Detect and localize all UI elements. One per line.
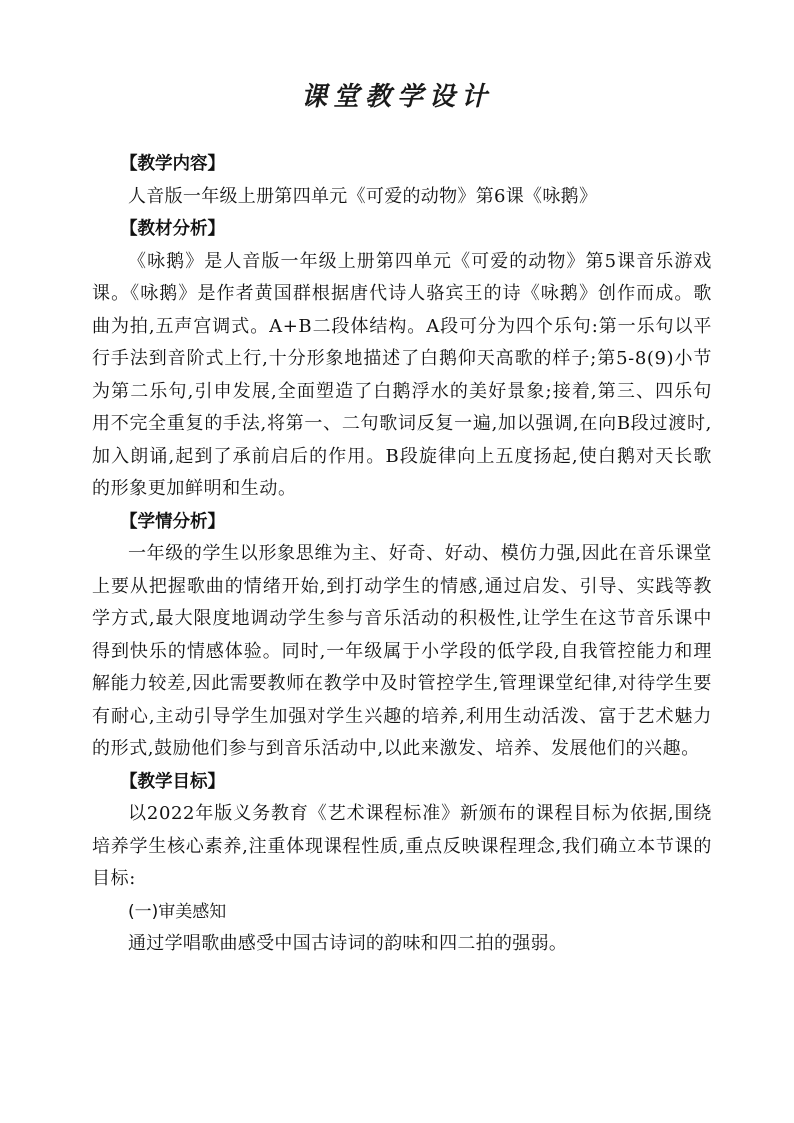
document-body <box>92 148 712 961</box>
section-text-goals: 以2022年版义务教育《艺术课程标准》新颁布的课程目标为依据,围绕培养学生核心素养,注重体现课程性质,重点反映课程理念,我们确立本节课的目标: <box>92 803 712 889</box>
section-heading-goals: 【教学目标】 <box>120 771 225 792</box>
section-text-material: 《咏鹅》是人音版一年级上册第四单元《可爱的动物》第5课音乐游戏课。《咏鹅》是作者黄国群根据唐代诗人骆宾王的诗《咏鹅》创作而成。歌曲为拍,五声宫调式。A+B二段体结构。A段可分为四个乐句:第一乐句以平行手法到音阶式上行,十分形象地描述了白鹅仰天高歌的样子;第5-8(9)小节为第二乐句,引申发展,全面塑造了白鹅浮水的美好景象;接着,第三、四乐句用不完全重复的手法,将第一、二句歌词反复一遍,加以强调,在向B段过渡时,加入朗诵,起到了承前启后的作用。B段旋律向上五度扬起,使白鹅对天长歌的形象更加鲜明和生动。 <box>92 250 712 499</box>
section-heading-students: 【学情分析】 <box>120 511 225 532</box>
page-title: 课堂教学设计 <box>300 82 493 112</box>
section-heading-material: 【教材分析】 <box>120 219 225 239</box>
section-text-students: 一年级的学生以形象思维为主、好奇、好动、模仿力强,因此在音乐课堂上要从把握歌曲的情绪开始,到打动学生的情感,通过启发、引导、实践等教学方式,最大限度地调动学生参与音乐活动的积极性,让学生在这节音乐课中得到快乐的情感体验。同时,一年级属于小学段的低学段,自我管控能力和理解能力较差,因此需要教师在教学中及时管控学生,管理课堂纪律,对待学生要有耐心,主动引导学生加强对学生兴趣的培养,利用生动活泼、富于艺术魅力的形式,鼓励他们参与到音乐活动中,以此来激发、培养、发展他们的兴趣。 <box>92 543 712 759</box>
sub-text-aesthetic: 通过学唱歌曲感受中国古诗词的韵味和四二拍的强弱。 <box>128 933 568 954</box>
section-text-content: 人音版一年级上册第四单元《可爱的动物》第6课《咏鹅》 <box>128 185 598 207</box>
sub-heading-aesthetic: (一)审美感知 <box>128 901 227 922</box>
section-heading-content: 【教学内容】 <box>120 154 225 174</box>
